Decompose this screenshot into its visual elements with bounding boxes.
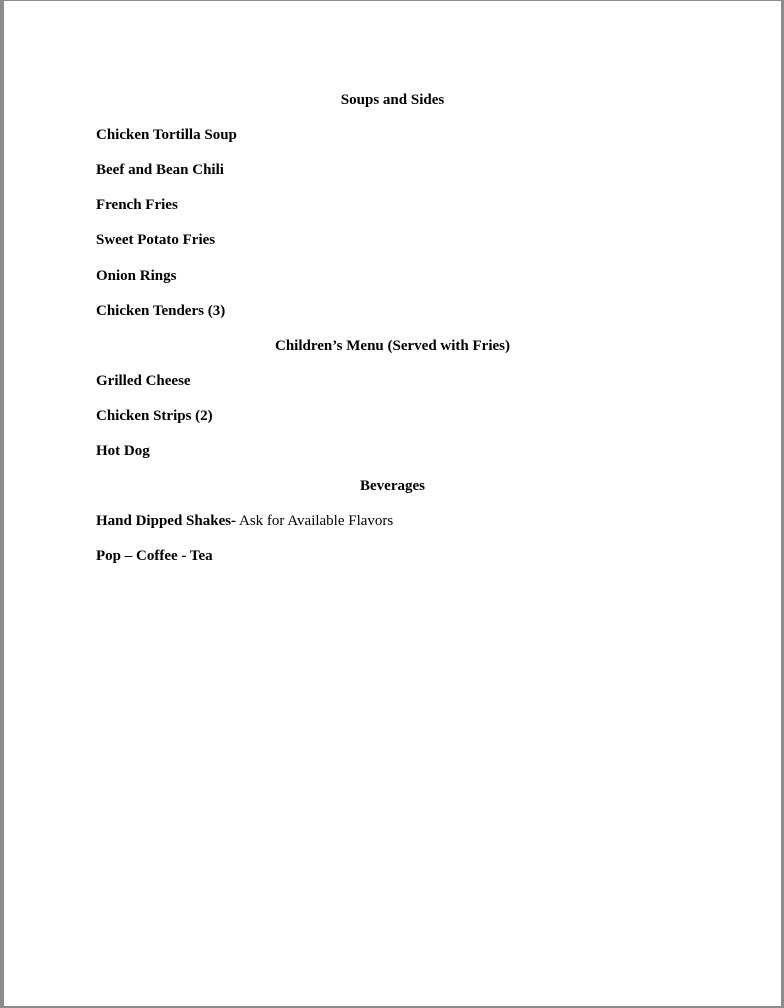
section-heading-childrens-menu: Children’s Menu (Served with Fries)	[275, 338, 510, 354]
menu-item: Chicken Tenders (3)	[96, 303, 226, 319]
menu-item: Beef and Bean Chili	[96, 162, 224, 178]
section-heading-soups-and-sides: Soups and Sides	[340, 92, 445, 108]
menu-item: Onion Rings	[96, 268, 177, 284]
shakes-name: Hand Dipped Shakes-	[96, 513, 237, 529]
menu-item: Sweet Potato Fries	[96, 232, 216, 248]
menu-item: Chicken Tortilla Soup	[96, 127, 237, 143]
menu-item: Hot Dog	[96, 443, 150, 459]
menu-item: Grilled Cheese	[96, 373, 191, 389]
menu-item: Chicken Strips (2)	[96, 408, 213, 424]
menu-item-drinks: Pop – Coffee - Tea	[96, 548, 213, 564]
menu-item: French Fries	[96, 197, 178, 213]
section-heading-beverages: Beverages	[360, 478, 425, 494]
menu-item-shakes	[96, 512, 393, 530]
shakes-note: Ask for Available Flavors	[236, 513, 394, 529]
document-page	[4, 1, 781, 1006]
